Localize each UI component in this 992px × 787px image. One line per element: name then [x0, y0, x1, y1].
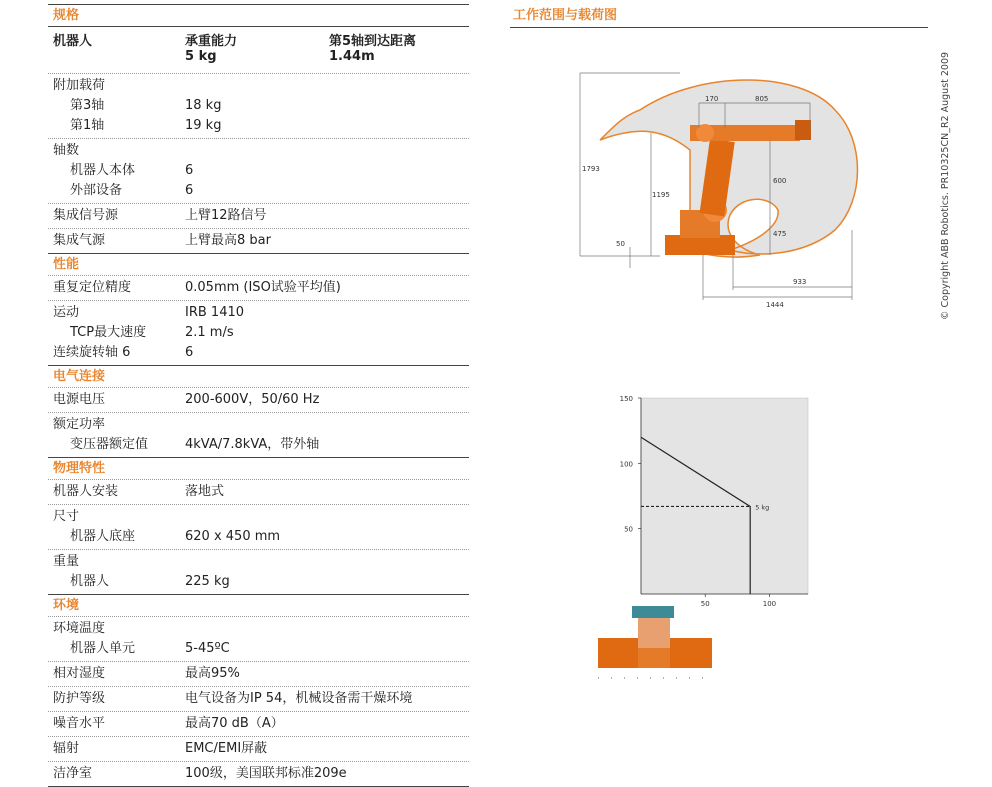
spec-key: 机器人 — [70, 574, 110, 589]
section-performance: 性能 — [48, 253, 469, 275]
spec-key: 机器人安装 — [53, 484, 119, 499]
header-col3-value: 1.44m — [329, 49, 375, 64]
spec-key: 集成信号源 — [53, 208, 119, 223]
spec-group — [48, 549, 469, 594]
spec-row — [48, 527, 469, 547]
y-tick-label: 150 — [619, 395, 633, 403]
spec-row — [48, 572, 469, 592]
spec-row — [48, 181, 469, 201]
spec-group — [48, 412, 469, 457]
dim-805: 805 — [755, 95, 769, 103]
section-physical: 物理特性 — [48, 457, 469, 479]
dim-475: 475 — [773, 230, 787, 238]
spec-group — [48, 300, 469, 365]
spec-key: 机器人单元 — [70, 641, 136, 656]
header-col2: 承重能力 — [185, 34, 238, 49]
spec-row — [48, 507, 469, 527]
spec-value: 19 kg — [185, 118, 222, 133]
spec-value: 2.1 m/s — [185, 325, 234, 340]
spec-value: 4kVA/7.8kVA，带外轴 — [185, 437, 320, 452]
spec-group — [48, 711, 469, 736]
spec-value: 电气设备为IP 54，机械设备需干燥环境 — [185, 691, 413, 706]
x-tick-label: 100 — [762, 600, 777, 608]
dim-933: 933 — [793, 278, 807, 286]
dim-1444: 1444 — [766, 301, 784, 309]
spec-value: 200-600V，50/60 Hz — [185, 392, 320, 407]
spec-group — [48, 203, 469, 228]
spec-group — [48, 736, 469, 761]
dim-1195: 1195 — [652, 191, 670, 199]
spec-value: 225 kg — [185, 574, 230, 589]
header-col3: 第5轴到达距离 — [329, 34, 417, 49]
spec-value: 6 — [185, 163, 194, 178]
spec-group — [48, 228, 469, 253]
spec-row — [48, 161, 469, 181]
spec-key: 连续旋转轴 6 — [53, 345, 131, 360]
spec-value: 6 — [185, 183, 194, 198]
y-tick-label: 100 — [619, 460, 633, 469]
spec-group — [48, 275, 469, 300]
spec-key: 变压器额定值 — [70, 437, 149, 452]
dim-600: 600 — [773, 177, 787, 185]
spec-key: 附加载荷 — [53, 78, 106, 93]
spec-value: 最高70 dB（A） — [185, 716, 284, 731]
spec-key: 环境温度 — [53, 621, 106, 636]
spec-key: 运动 — [53, 305, 80, 320]
spec-row — [48, 76, 469, 96]
spec-key: TCP最大速度 — [70, 325, 147, 340]
spec-row — [48, 206, 469, 226]
section-spec: 规格 — [48, 4, 469, 26]
wrist-illustration — [595, 600, 715, 685]
spec-row — [48, 482, 469, 502]
spec-key: 防护等级 — [53, 691, 106, 706]
copyright-text: © Copyright ABB Robotics. PR10325CN_R2 August 2009 — [940, 51, 951, 320]
spec-value: 620 x 450 mm — [185, 529, 281, 544]
spec-value: 100级，美国联邦标准209e — [185, 766, 347, 781]
spec-value: 5-45ºC — [185, 641, 230, 656]
spec-group — [48, 661, 469, 686]
section-electrical: 电气连接 — [48, 365, 469, 387]
spec-row — [48, 552, 469, 572]
spec-row — [48, 141, 469, 161]
spec-key: 第3轴 — [70, 98, 105, 113]
spec-row — [48, 303, 469, 323]
spec-key: 轴数 — [53, 143, 80, 158]
spec-key: 第1轴 — [70, 118, 105, 133]
spec-group — [48, 616, 469, 661]
spec-key: 洁净室 — [53, 766, 93, 781]
spec-key: 辐射 — [53, 741, 80, 756]
spec-table — [48, 4, 469, 787]
spec-row — [48, 343, 469, 363]
spec-group — [48, 761, 469, 786]
spec-group — [48, 504, 469, 549]
spec-value: 上臂最高8 bar — [185, 233, 271, 248]
spec-key: 相对湿度 — [53, 666, 106, 681]
spec-row — [48, 435, 469, 455]
spec-row — [48, 689, 469, 709]
spec-group — [48, 479, 469, 504]
spec-key: 电源电压 — [53, 392, 106, 407]
spec-row — [48, 639, 469, 659]
spec-row — [48, 278, 469, 298]
spec-key: 重复定位精度 — [53, 280, 132, 295]
x-tick-label: 50 — [700, 600, 710, 608]
spec-key: 额定功率 — [53, 417, 106, 432]
spec-key: 机器人底座 — [70, 529, 136, 544]
spec-row — [48, 714, 469, 734]
spec-row — [48, 323, 469, 343]
load-chart — [600, 385, 820, 615]
spec-row — [48, 764, 469, 784]
spec-key: 重量 — [53, 554, 80, 569]
section-environment: 环境 — [48, 594, 469, 616]
spec-row — [48, 415, 469, 435]
dim-50: 50 — [616, 240, 625, 248]
spec-row — [48, 619, 469, 639]
spec-value: EMC/EMI屏蔽 — [185, 741, 268, 756]
spec-value: IRB 1410 — [185, 305, 245, 320]
spec-value: 上臂12路信号 — [185, 208, 267, 223]
y-tick-label: 50 — [624, 525, 633, 534]
spec-row — [48, 664, 469, 684]
spec-row — [48, 231, 469, 251]
spec-value: 6 — [185, 345, 194, 360]
load-annotation: 5 kg — [755, 503, 770, 512]
spec-group — [48, 387, 469, 412]
spec-value: 落地式 — [185, 484, 225, 499]
spec-group — [48, 73, 469, 138]
spec-row — [48, 116, 469, 136]
work-range-diagram — [570, 60, 870, 320]
spec-key: 集成气源 — [53, 233, 106, 248]
spec-value: 0.05mm (ISO试验平均值) — [185, 280, 341, 295]
spec-value: 18 kg — [185, 98, 222, 113]
dim-170: 170 — [705, 95, 719, 103]
spec-key: 机器人本体 — [70, 163, 136, 178]
plot-area — [641, 398, 808, 594]
spec-key: 尺寸 — [53, 509, 80, 524]
spec-value: 最高95% — [185, 666, 240, 681]
spec-key: 外部设备 — [70, 183, 123, 198]
header-col2-value: 5 kg — [185, 49, 217, 64]
dim-1793: 1793 — [582, 165, 600, 173]
spec-row — [48, 96, 469, 116]
spec-header — [48, 26, 469, 73]
spec-row — [48, 390, 469, 410]
spec-row — [48, 739, 469, 759]
spec-key: 噪音水平 — [53, 716, 106, 731]
header-col1: 机器人 — [53, 34, 93, 49]
spec-group — [48, 686, 469, 711]
work-range-title: 工作范围与载荷图 — [510, 4, 928, 28]
spec-group — [48, 138, 469, 203]
